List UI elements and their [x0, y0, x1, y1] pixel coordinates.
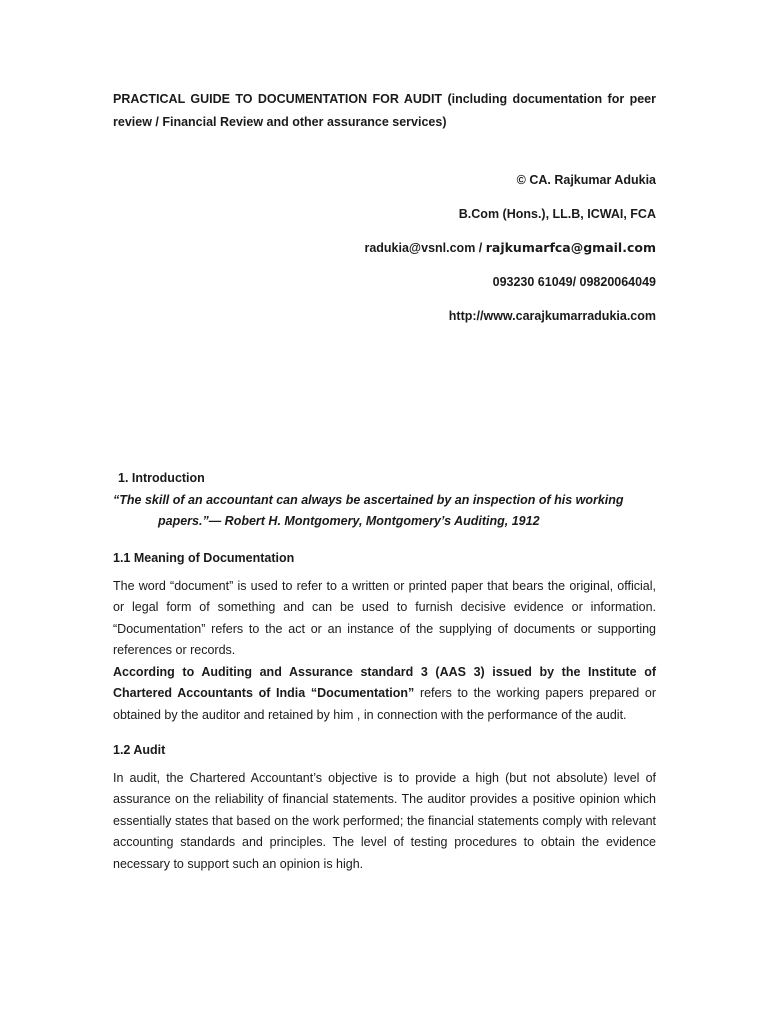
author-email-primary[interactable]: radukia@vsnl.com /	[364, 241, 486, 255]
audit-paragraph: In audit, the Chartered Accountant’s objective is to provide a high (but not absolute) level of assurance on the reliability of financial statements. The auditor provides a positive opinion which essentially states that based on the work performed; the financial statements comply with relevant accounting standards and principles. The level of testing procedures to obtain the evidence necessary to support such an opinion is high.	[113, 770, 656, 871]
audit-heading: 1.2 Audit	[113, 743, 166, 757]
author-website[interactable]: http://www.carajkumarradukia.com	[448, 309, 656, 323]
introduction-section	[113, 468, 656, 533]
author-phone: 093230 61049/ 09820064049	[492, 275, 656, 289]
audit-section	[113, 740, 656, 875]
author-name: © CA. Rajkumar Adukia	[516, 173, 656, 187]
author-qualifications: B.Com (Hons.), LL.B, ICWAI, FCA	[458, 207, 656, 221]
author-emails	[364, 239, 656, 273]
document-title: PRACTICAL GUIDE TO DOCUMENTATION FOR AUDIT (including documentation for peer review / Financial Review and other assurance services)	[113, 92, 656, 129]
aas3-definition-rest: refers to the working papers prepared or obtained by the auditor and retained by him , in connection with the performance of the audit.	[113, 686, 656, 722]
author-email-secondary[interactable]: rajkumarfca@gmail.com	[485, 240, 656, 255]
meaning-paragraph-1: The word “document” is used to refer to a written or printed paper that bears the original, official, or legal form of something and can be used to furnish decisive evidence or information. “Documentation” refers to the act or an instance of the supplying of documents or supporting references or records.	[113, 578, 656, 657]
meaning-section	[113, 548, 656, 726]
meaning-paragraph-2	[113, 662, 656, 727]
introduction-quote-line2: papers.”— Robert H. Montgomery, Montgomery’s Auditing, 1912	[158, 514, 540, 528]
meaning-heading: 1.1 Meaning of Documentation	[113, 551, 295, 565]
introduction-quote-line1: “The skill of an accountant can always be ascertained by an inspection of his working	[113, 492, 624, 507]
introduction-heading: 1. Introduction	[118, 471, 205, 485]
author-block	[364, 171, 656, 341]
aas3-definition-bold: According to Auditing and Assurance standard 3 (AAS 3) issued by the Institute of Chartered Accountants of India “Documentation”	[113, 664, 656, 700]
